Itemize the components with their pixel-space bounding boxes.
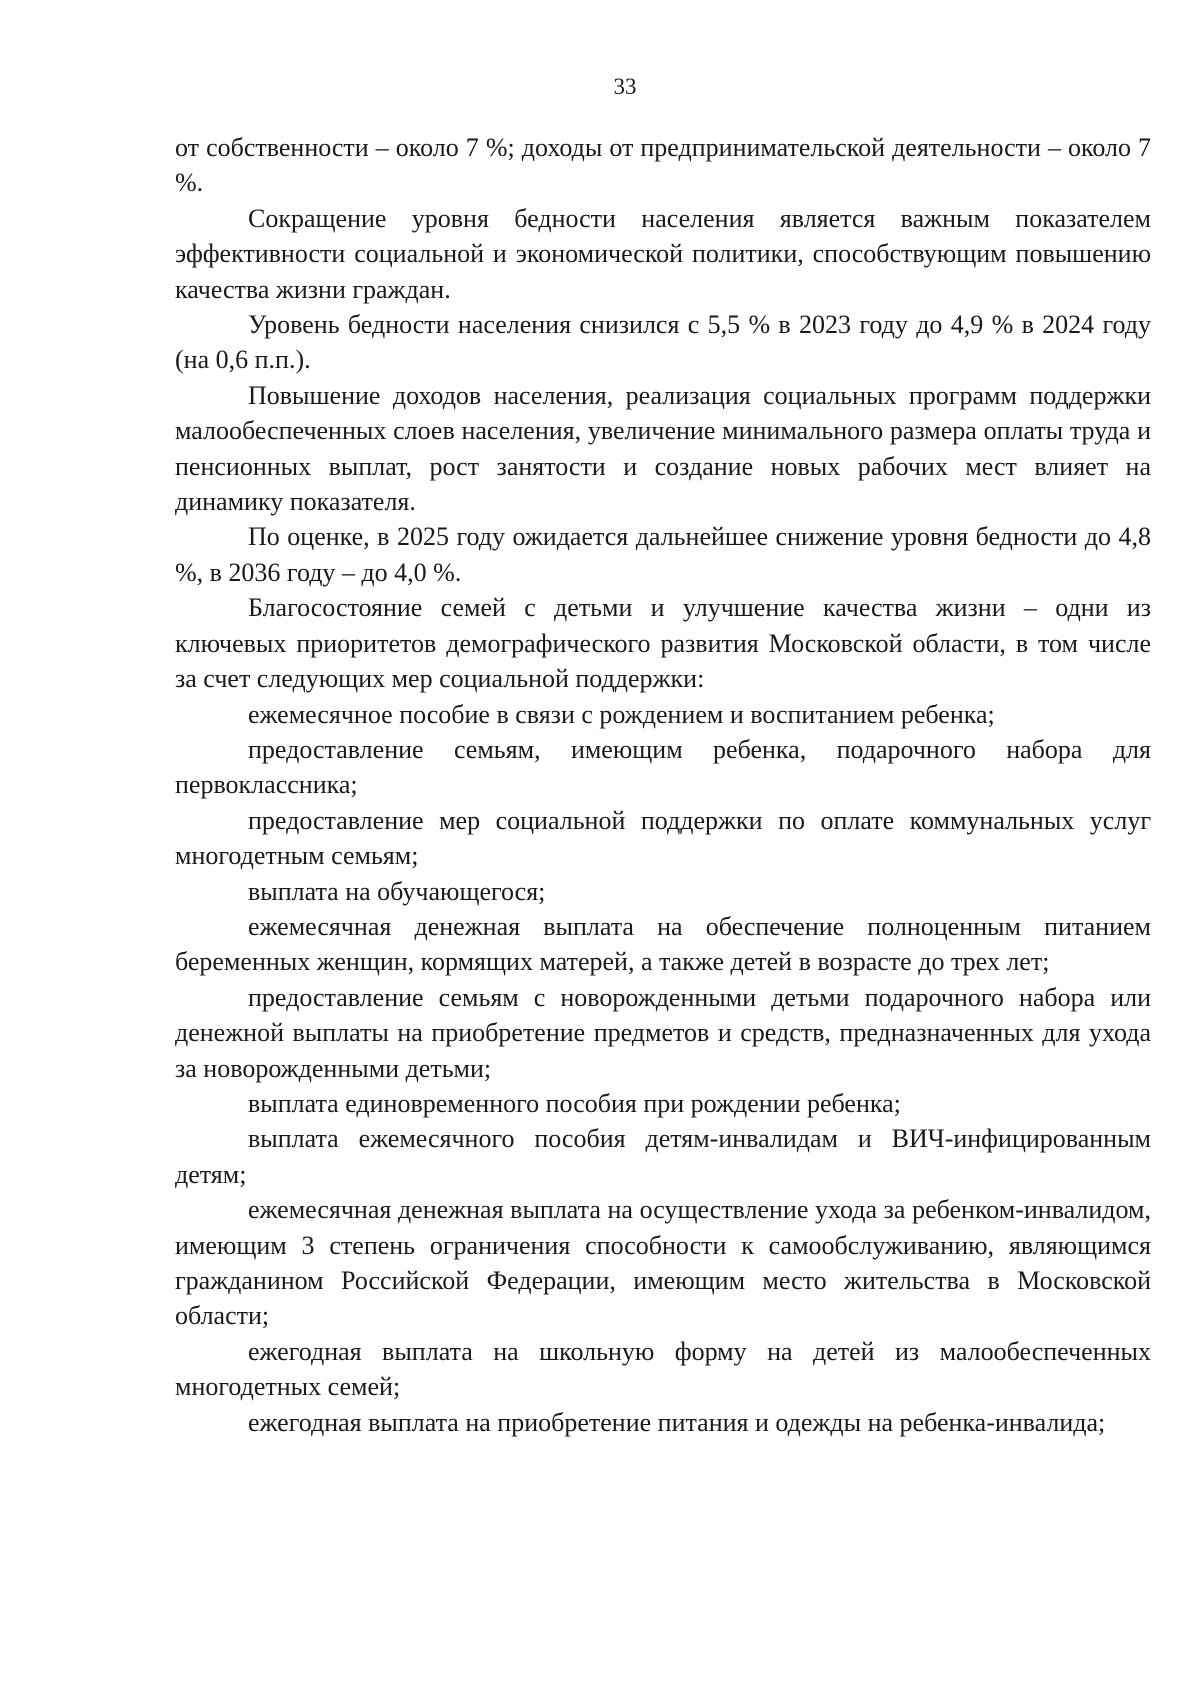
paragraph-family-welfare: Благосостояние семей с детьми и улучшение качества жизни – одни из ключевых приоритетов демографического развития Московской области, в том числе за счет следующих мер социальной поддержки:	[175, 593, 1151, 694]
list-item-newborn-gift-set: предоставление семьям с новорожденными детьми подарочного набора или денежной выплаты на приобретение предметов и средств, предназначенных для ухода за новорожденными детьми;	[175, 982, 1151, 1083]
list-item-nutrition-payment: ежемесячная денежная выплата на обеспечение полноценным питанием беременных женщин, кормящих матерей, а также детей в возрасте до трех лет;	[175, 911, 1151, 977]
list-item-utility-support: предоставление мер социальной поддержки по оплате коммунальных услуг многодетным семьям;	[175, 805, 1151, 871]
page-number: 33	[613, 74, 637, 99]
paragraph-poverty-importance: Сокращение уровня бедности населения является важным показателем эффективности социальной и экономической политики, способствующим повышению качества жизни граждан.	[175, 203, 1151, 304]
list-item-birth-lump-sum: выплата единовременного пособия при рождении ребенка;	[248, 1088, 901, 1118]
paragraph-poverty-factors: Повышение доходов населения, реализация социальных программ поддержки малообеспеченных слоев населения, увеличение минимального размера оплаты труда и пенсионных выплат, рост занятости и создание новых рабочих мест влияет на динамику показателя.	[175, 380, 1151, 517]
paragraph-poverty-forecast: По оценке, в 2025 году ожидается дальнейшее снижение уровня бедности до 4,8 %, в 2036 году – до 4,0 %.	[175, 522, 1151, 587]
paragraph-poverty-level: Уровень бедности населения снизился с 5,5 % в 2023 году до 4,9 % в 2024 году (на 0,6 п.п.).	[175, 310, 1151, 375]
list-item-school-uniform-payment: ежегодная выплата на школьную форму на детей из малообеспеченных многодетных семей;	[175, 1336, 1151, 1402]
paragraph-income-structure-end: от собственности – около 7 %; доходы от предпринимательской деятельности – около 7 %.	[175, 133, 1151, 198]
list-item-monthly-child-allowance: ежемесячное пособие в связи с рождением и воспитанием ребенка;	[248, 699, 995, 729]
document-body	[175, 130, 1151, 1440]
list-item-disabled-child-food-clothing: ежегодная выплата на приобретение питания и одежды на ребенка-инвалида;	[248, 1407, 1106, 1437]
list-item-disabled-children-allowance: выплата ежемесячного пособия детям-инвалидам и ВИЧ-инфицированным детям;	[175, 1124, 1151, 1189]
list-item-first-grader-gift-set: предоставление семьям, имеющим ребенка, подарочного набора для первоклассника;	[175, 734, 1151, 800]
list-item-student-payment: выплата на обучающегося;	[248, 876, 546, 906]
list-item-disabled-child-care-payment: ежемесячная денежная выплата на осуществление ухода за ребенком-инвалидом, имеющим 3 степень ограничения способности к самообслуживанию, являющимся гражданином Российской Федерации, имеющим место жительства в Московской области;	[175, 1195, 1151, 1331]
